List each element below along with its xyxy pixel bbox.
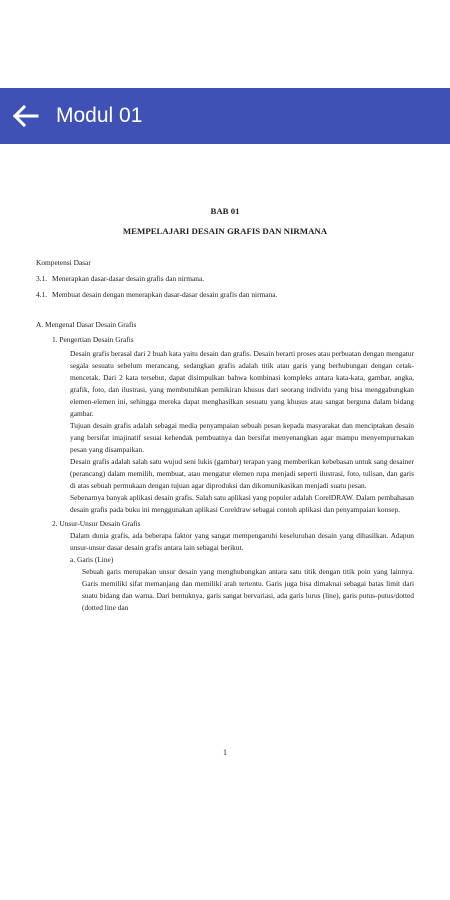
kd-text: Membuat desain dengan menerapkan dasar-dasar desain grafis dan nirmana. (52, 290, 278, 299)
kompetensi-label: Kompetensi Dasar (36, 258, 91, 267)
list-item-heading: a. Garis (Line) (70, 555, 114, 564)
subsection-heading: 1. Pengertian Desain Grafis (52, 335, 134, 344)
subsection-heading: 2. Unsur-Unsur Desain Grafis (52, 519, 141, 528)
kd-item (36, 289, 414, 301)
app-bar (0, 88, 450, 144)
arrow-left-icon (11, 104, 39, 128)
paragraph: Dalam dunia grafis, ada beberapa faktor yang sangat mempengaruhi keseluruhan desain yang dihasilkan. Adapun unsur-unsur dasar desain grafis antara lain sebagai berikut. (70, 531, 414, 552)
chapter-label: BAB 01 (210, 206, 240, 216)
back-button[interactable] (10, 101, 40, 131)
document-page (36, 205, 414, 614)
paragraph: Desain grafis berasal dari 2 buah kata yaitu desain dan grafis. Desain berarti proses atau perbuatan dengan mengatur segala sesuatu sebelum merancang, sedangkan grafis adalah titik atau garis yang berhubungan dengan cetak-mencetak. Dari 2 kata tersebut, dapat disimpulkan bahwa kombinasi kompleks antara kata-kata, gambar, angka, grafik, foto, dan ilustrasi, yang membutuhkan pemikiran khusus dari seorang individu yang bisa menggabungkan elemen-elemen ini, sehingga mereka dapat menghasilkan sesuatu yang khusus atau sangat berguna dalam bidang gambar. (70, 349, 414, 418)
chapter-heading: MEMPELAJARI DESAIN GRAFIS DAN NIRMANA (122, 226, 328, 236)
paragraph: Tujuan desain grafis adalah sebagai media penyampaian sebuah pesan kepada masyarakat dan menciptakan desain yang bersifat imajinatif sesuai kehendak pembuatnya dan bersifat menyenangkan agar mampu menyempurnakan pesan yang disampaikan. (70, 421, 414, 454)
kd-number: 3.1. (36, 274, 48, 283)
kd-text: Menerapkan dasar-dasar desain grafis dan nirmana. (52, 274, 205, 283)
kd-number: 4.1. (36, 290, 48, 299)
kd-item (36, 273, 414, 285)
paragraph: Desain grafis adalah salah satu wujud seni lukis (gambar) terapan yang memberikan kebebasan untuk sang desainer (perancang) dalam memilih, membuat, atau mengatur elemen rupa menjadi seperti ilustrasi, foto, tulisan, dan garis di atas sebuah permukaan dengan tujuan agar diproduksi dan dikomunikasikan menjadi suatu pesan. (70, 457, 414, 490)
section-heading: A. Mengenal Dasar Desain Grafis (36, 320, 137, 329)
app-title: Modul 01 (56, 104, 143, 127)
paragraph: Sebenarnya banyak aplikasi desain grafis. Salah satu aplikasi yang populer adalah CorelDRAW. Dalam pembahasan desain grafis pada buku ini menggunakan aplikasi Coreldraw sebagai contoh aplikasi dan penyampaian konsep. (70, 493, 414, 514)
page-number: 1 (223, 748, 227, 757)
paragraph: Sebuah garis merupakan unsur desain yang menghubungkan antara satu titik dengan titik poin yang lainnya. Garis memiliki sifat memanjang dan memiliki arah tertentu. Garis juga bisa dimaknai sebagai batas limit dari suatu bidang dan warna. Dari bentuknya, garis sangat bervariasi, ada garis lurus (line), garis putus-putus/dotted (dotted line dan (82, 567, 414, 612)
